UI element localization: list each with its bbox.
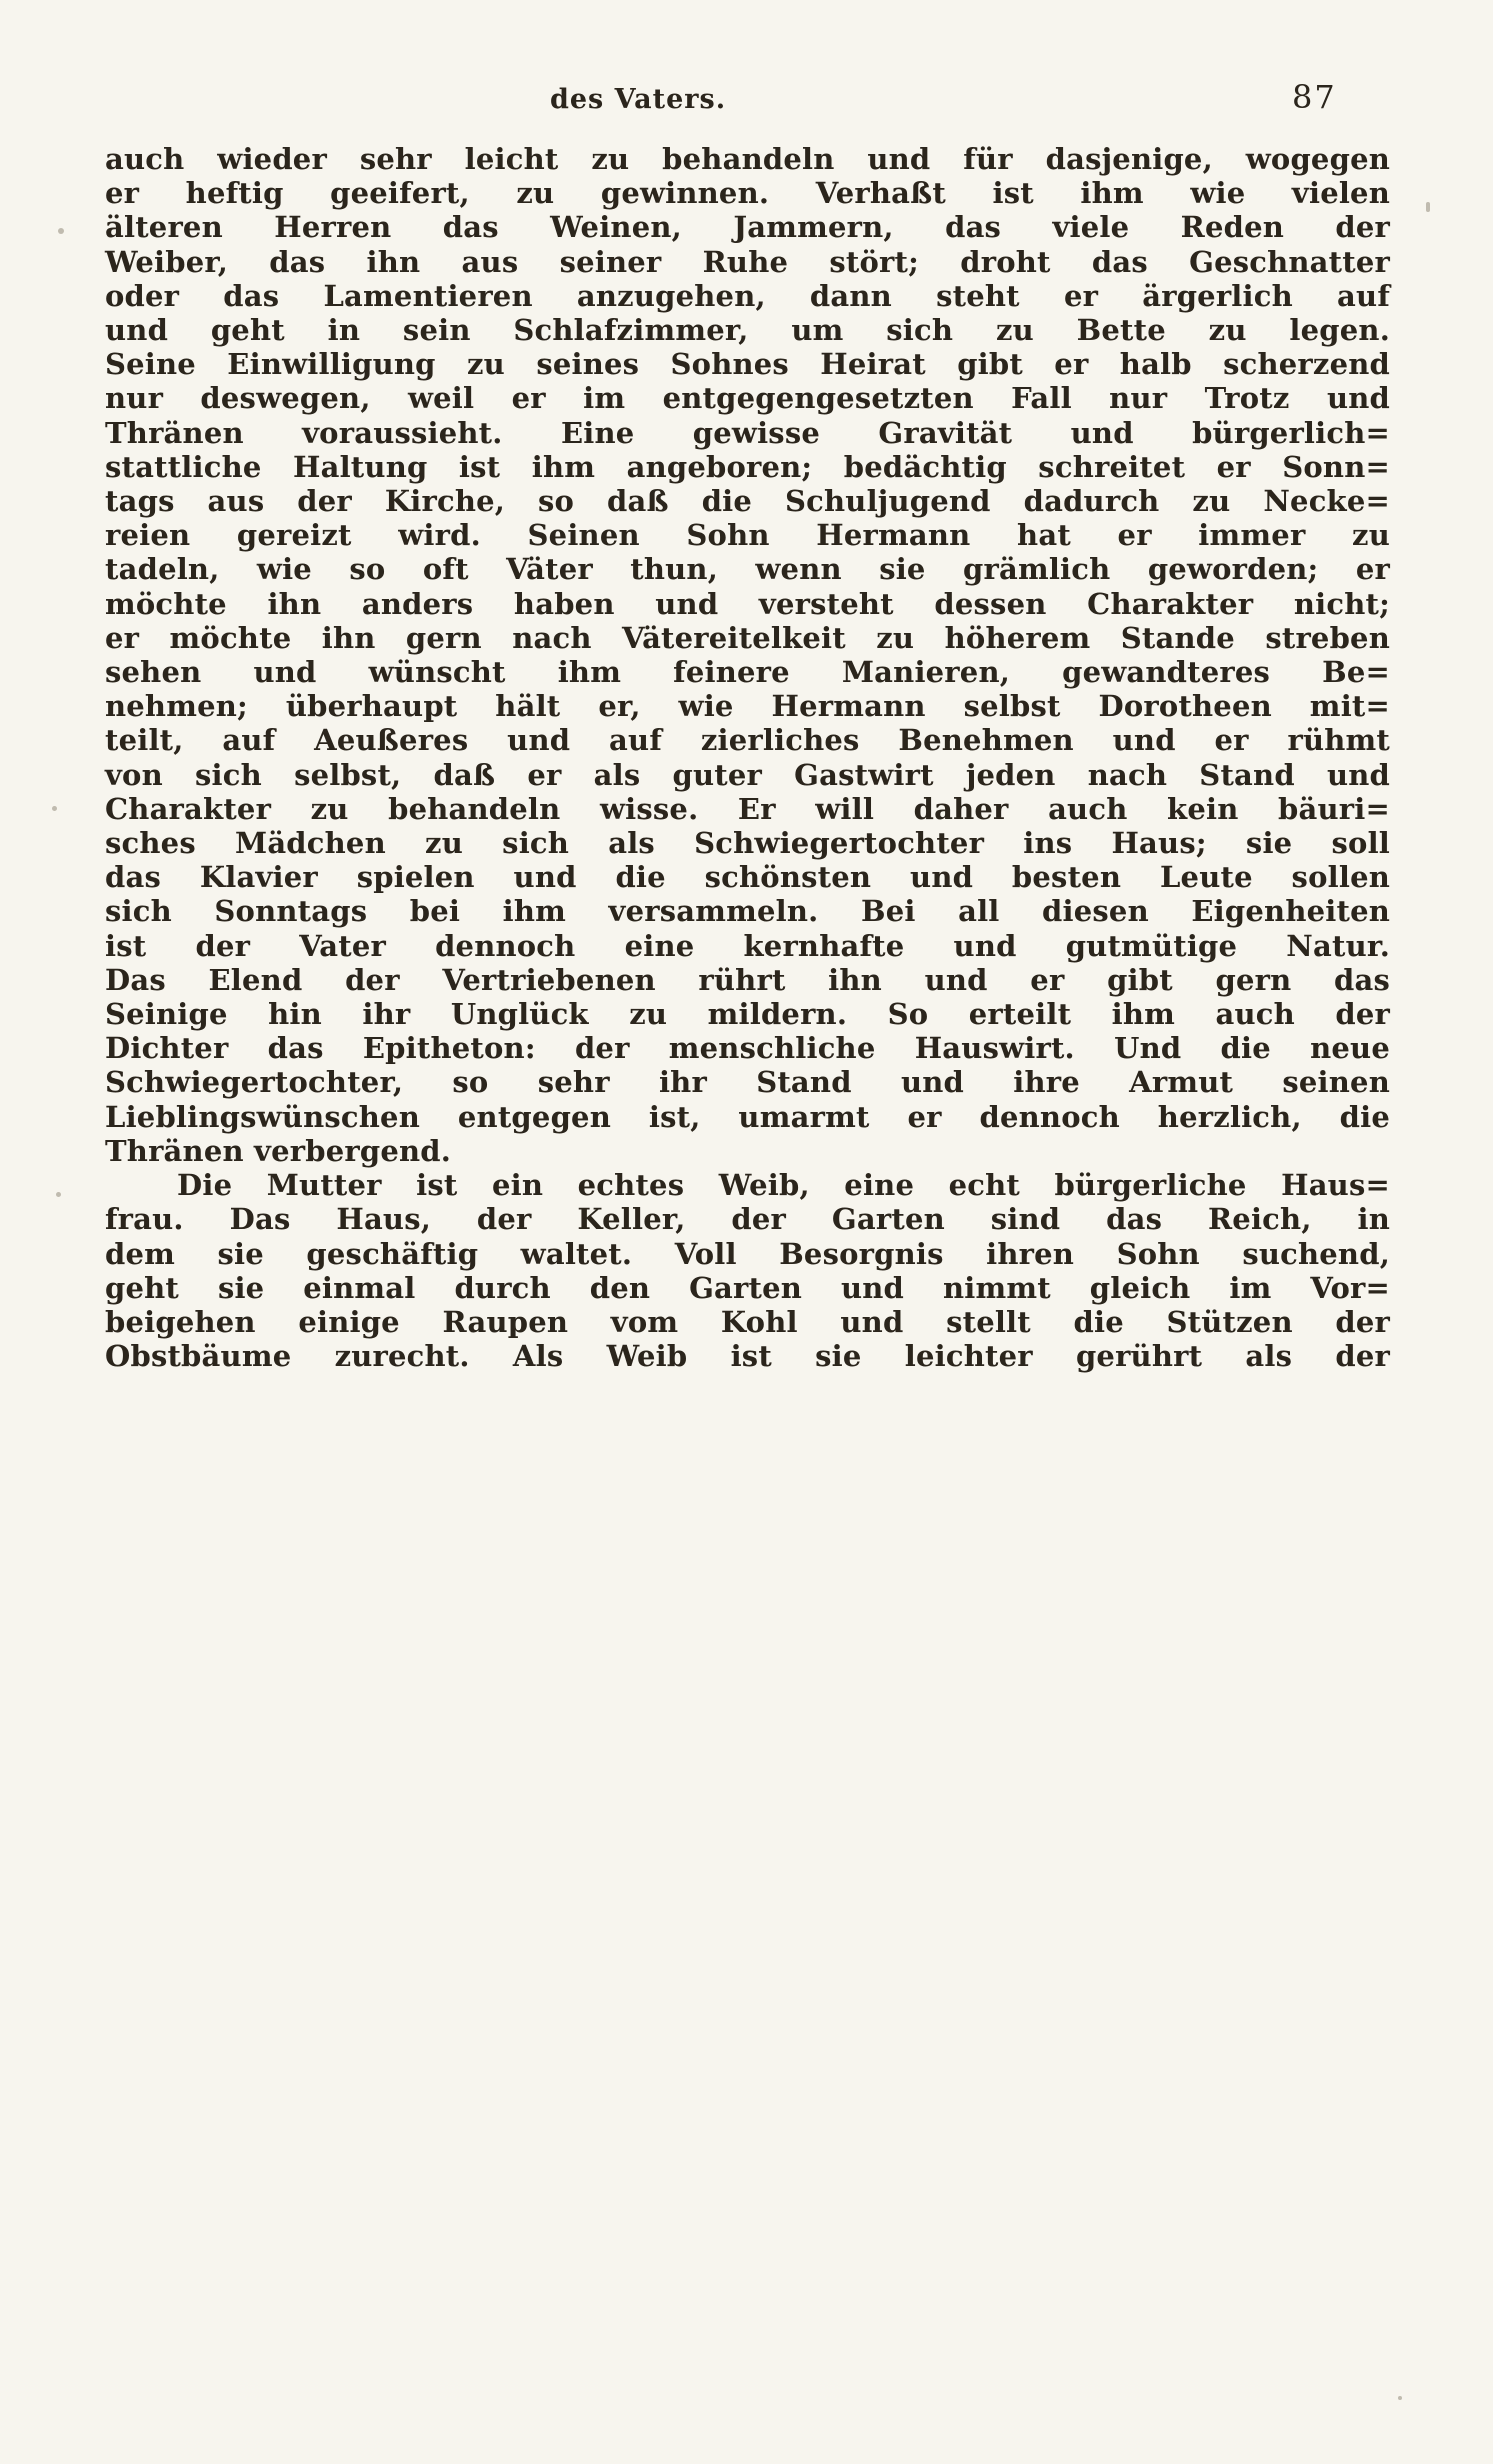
text-line: sches Mädchen zu sich als Schwiegertochter ins Haus; sie soll: [105, 826, 1390, 861]
text-line: sehen und wünscht ihm feinere Manieren, gewandteres Be=: [105, 655, 1390, 690]
text-line: beigehen einige Raupen vom Kohl und stellt die Stützen der: [105, 1304, 1390, 1339]
scan-speck: [56, 1192, 61, 1197]
text-line: teilt, auf Aeußeres und auf zierliches Benehmen und er rühmt: [105, 723, 1390, 758]
text-line: stattliche Haltung ist ihm angeboren; bedächtig schreitet er Sonn=: [105, 449, 1390, 484]
page-number: 87: [1292, 78, 1337, 116]
text-line: tags aus der Kirche, so daß die Schuljugend dadurch zu Necke=: [105, 484, 1390, 519]
text-line: tadeln, wie so oft Väter thun, wenn sie grämlich geworden; er: [105, 552, 1390, 587]
text-line: Seinige hin ihr Unglück zu mildern. So erteilt ihm auch der: [105, 997, 1390, 1032]
text-line: frau. Das Haus, der Keller, der Garten sind das Reich, in: [105, 1202, 1390, 1237]
text-line: und geht in sein Schlafzimmer, um sich zu Bette zu legen.: [105, 313, 1390, 348]
text-line: er möchte ihn gern nach Vätereitelkeit zu höherem Stande streben: [105, 620, 1390, 655]
text-line: Weiber, das ihn aus seiner Ruhe stört; droht das Geschnatter: [105, 244, 1390, 279]
text-line: geht sie einmal durch den Garten und nimmt gleich im Vor=: [105, 1270, 1390, 1305]
text-line: auch wieder sehr leicht zu behandeln und für dasjenige, wogegen: [105, 142, 1390, 176]
text-line: von sich selbst, daß er als guter Gastwirt jeden nach Stand und: [105, 757, 1390, 792]
paragraph: [105, 1168, 1390, 1373]
text-line: nehmen; überhaupt hält er, wie Hermann selbst Dorotheen mit=: [105, 689, 1390, 724]
text-line: Lieblingswünschen entgegen ist, umarmt er dennoch herzlich, die: [105, 1099, 1390, 1134]
text-block: [105, 142, 1390, 1373]
paragraph: [105, 142, 1390, 1168]
text-line: dem sie geschäftig waltet. Voll Besorgnis ihren Sohn suchend,: [105, 1236, 1390, 1271]
text-line: nur deswegen, weil er im entgegengesetzten Fall nur Trotz und: [105, 381, 1390, 416]
text-line: Thränen voraussieht. Eine gewisse Gravität und bürgerlich=: [105, 415, 1390, 450]
running-title: des Vaters.: [550, 84, 727, 115]
text-line: Das Elend der Vertriebenen rührt ihn und er gibt gern das: [105, 962, 1390, 997]
scan-speck: [58, 228, 64, 234]
text-line: ist der Vater dennoch eine kernhafte und gutmütige Natur.: [105, 928, 1390, 963]
text-line: oder das Lamentieren anzugehen, dann steht er ärgerlich auf: [105, 278, 1390, 313]
text-line: älteren Herren das Weinen, Jammern, das viele Reden der: [105, 210, 1390, 245]
text-line: Thränen verbergend.: [105, 1133, 452, 1168]
scan-speck: [52, 806, 57, 811]
text-line: Schwiegertochter, so sehr ihr Stand und ihre Armut seinen: [105, 1065, 1390, 1100]
text-line: Die Mutter ist ein echtes Weib, eine echt bürgerliche Haus=: [177, 1168, 1390, 1203]
text-line: Dichter das Epitheton: der menschliche Hauswirt. Und die neue: [105, 1031, 1390, 1066]
text-line: Obstbäume zurecht. Als Weib ist sie leichter gerührt als der: [105, 1339, 1390, 1374]
text-line: Charakter zu behandeln wisse. Er will daher auch kein bäuri=: [105, 791, 1390, 826]
text-line: möchte ihn anders haben und versteht dessen Charakter nicht;: [105, 586, 1390, 621]
text-line: sich Sonntags bei ihm versammeln. Bei all diesen Eigenheiten: [105, 894, 1390, 929]
text-line: reien gereizt wird. Seinen Sohn Hermann hat er immer zu: [105, 518, 1390, 553]
scan-speck: [1398, 2396, 1402, 2400]
scan-speck: [1426, 202, 1430, 212]
text-line: Seine Einwilligung zu seines Sohnes Heirat gibt er halb scherzend: [105, 347, 1390, 382]
text-line: das Klavier spielen und die schönsten und besten Leute sollen: [105, 860, 1390, 895]
text-line: er heftig geeifert, zu gewinnen. Verhaßt ist ihm wie vielen: [105, 176, 1390, 211]
